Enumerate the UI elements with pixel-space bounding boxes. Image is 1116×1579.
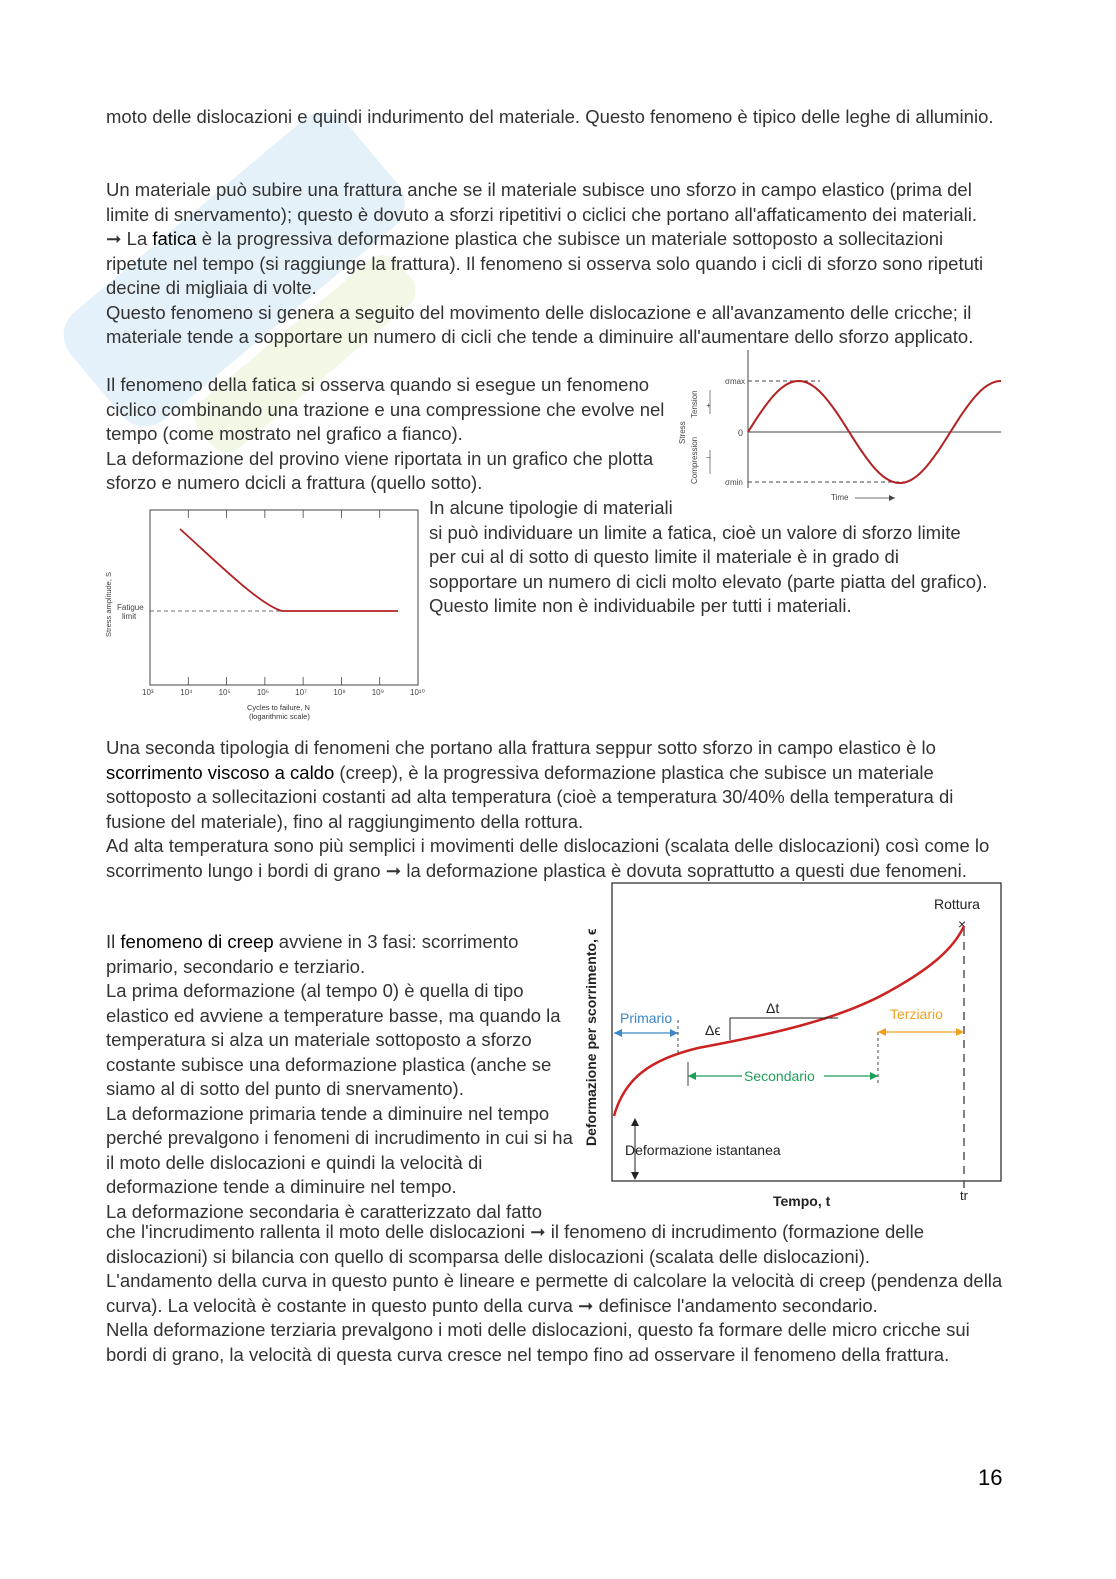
keyword-scorrimento-viscoso: scorrimento viscoso a caldo — [106, 761, 335, 783]
annotation-fatigue: Fatigue — [117, 603, 144, 612]
label-delta-t: Δt — [766, 1000, 780, 1016]
annotation-limit: limit — [122, 612, 137, 621]
sn-tick-label: 10⁵ — [218, 688, 231, 697]
stress-time-chart — [675, 348, 1005, 506]
sn-curve-chart — [100, 505, 430, 727]
tick-zero: 0 — [738, 428, 744, 438]
x-label-tempo: Tempo, t — [773, 1193, 831, 1209]
paragraph-1: moto delle dislocazioni e quindi indurimento del materiale. Questo fenomeno è tipico delle leghe di alluminio. — [106, 106, 994, 127]
paragraph-fatigue-limit: In alcune tipologie di materiali si può individuare un limite a fatica, cioè un valore di sforzo limite per cui al di sotto di questo limite il materiale è in grado di sopportare un numero di cicli molto elevato (parte piatta del grafico). Questo limite non è individuabile per tutti i materiali. — [429, 497, 988, 616]
keyword-fenomeno-creep: fenomeno di creep — [120, 931, 274, 952]
x-label-cycles: Cycles to failure, N — [247, 703, 310, 712]
keyword-fatica: fatica — [152, 228, 197, 249]
paragraph-fatigue-intro: Un materiale può subire una frattura anche se il materiale subisce uno sforzo in campo elastico (prima del limite di snervamento); questo è dovuto a sforzi ripetitivi o ciclici che portano all'affaticamento dei materiali. ➞ La fatica è la progressiva deformazione plastica che subisce un materiale sottoposto a sollecitazioni ripetute nel tempo (si raggiunge la frattura). Il fenomeno si osserva solo quando i cicli di sforzo sono ripetuti decine di migliaia di volte. Questo fenomeno si genera a seguito del movimento delle dislocazione e all'avanzamento delle cricche; il materiale tende a sopportare un numero di cicli che tende a diminuire all'aumentare dello sforzo applicato. — [106, 179, 984, 347]
creep-curve-chart — [578, 880, 1008, 1220]
tick-sigma-max: σmax — [725, 377, 746, 386]
y-label-tension: Tension — [690, 390, 699, 418]
x-label-time: Time — [831, 493, 849, 502]
y-label-stress-amplitude: Stress amplitude, S — [104, 571, 113, 637]
sn-tick-label: 10⁴ — [180, 688, 193, 697]
y-label-creep: Deformazione per scorrimento, ϵ — [583, 928, 599, 1146]
sn-tick-label: 10⁶ — [256, 688, 270, 697]
minus-sign: – — [706, 453, 711, 462]
sn-tick-label: 10¹⁰ — [410, 688, 425, 697]
sn-tick-label: 10⁹ — [371, 688, 385, 697]
label-primario: Primario — [620, 1010, 673, 1026]
label-tr: tr — [960, 1188, 968, 1203]
label-delta-e: Δϵ — [705, 1022, 721, 1038]
sn-tick-label: 10⁷ — [295, 688, 307, 697]
page-number: 16 — [978, 1465, 1003, 1490]
tick-sigma-min: σmin — [725, 478, 743, 487]
label-deformazione-istantanea: Deformazione istantanea — [625, 1142, 781, 1158]
y-label-compression: Compression — [690, 436, 699, 484]
sn-tick-label: 10⁸ — [333, 688, 346, 697]
paragraph-creep-intro: Una seconda tipologia di fenomeni che portano alla frattura seppur sotto sforzo in campo elastico è lo scorrimento viscoso a caldo (creep), è la progressiva deformazione plastica che subisce un materiale sottoposto a sollecitazioni costanti ad alta temperatura (cioè a temperatura 30/40% della temperatura di fusione del materiale), fino al raggiungimento della rottura. Ad alta temperatura sono più semplici i movimenti delle dislocazioni (scalata delle dislocazioni) così come lo scorrimento lungo i bordi di grano ➞ la deformazione plastica è dovuta soprattutto a questi due fenomeni. — [106, 737, 990, 881]
rupture-x-mark: × — [958, 916, 967, 932]
sn-tick-label: 10³ — [142, 688, 154, 697]
y-label-stress: Stress — [678, 421, 687, 444]
label-terziario: Terziario — [890, 1006, 943, 1022]
x-label-log: (logarithmic scale) — [249, 712, 310, 721]
label-secondario: Secondario — [744, 1068, 815, 1084]
plus-sign: + — [706, 401, 711, 410]
paragraph-cyclic: Il fenomeno della fatica si osserva quando si esegue un fenomeno ciclico combinando una trazione e una compressione che evolve nel tempo (come mostrato nel grafico a fianco). La deformazione del provino viene riportata in un grafico che plotta sforzo e numero dcicli a frattura (quello sotto). — [106, 374, 665, 493]
paragraph-creep-secondary: che l'incrudimento rallenta il moto delle dislocazioni ➞ il fenomeno di incrudimento (formazione delle dislocazioni) si bilancia con quello di scomparsa delle dislocazioni (scalata delle dislocazioni). L'andamento della curva in questo punto è lineare e permette di calcolare la velocità di creep (pendenza della curva). La velocità è costante in questo punto della curva ➞ definisce l'andamento secondario. Nella deformazione terziaria prevalgono i moti delle dislocazioni, questo fa formare delle micro cricche sui bordi di grano, la velocità di questa curva cresce nel tempo fino ad osservare il fenomeno della frattura. — [106, 1221, 1003, 1365]
label-rottura: Rottura — [934, 896, 980, 912]
paragraph-creep-phases: Il fenomeno di creep avviene in 3 fasi: scorrimento primario, secondario e terziario. La prima deformazione (al tempo 0) è quella di tipo elastico ed avviene a temperature basse, ma quando la temperatura si alza un materiale sottoposto a sforzo costante subisce una deformazione plastica (anche se siamo al di sotto del punto di snervamento). La deformazione primaria tende a diminuire nel tempo perché prevalgono i fenomeni di incrudimento in cui si ha il moto delle dislocazioni e quindi la velocità di deformazione tende a diminuire nel tempo. La deformazione secondaria è caratterizzato dal fatto — [106, 931, 573, 1222]
sn-curve-line — [180, 529, 398, 611]
